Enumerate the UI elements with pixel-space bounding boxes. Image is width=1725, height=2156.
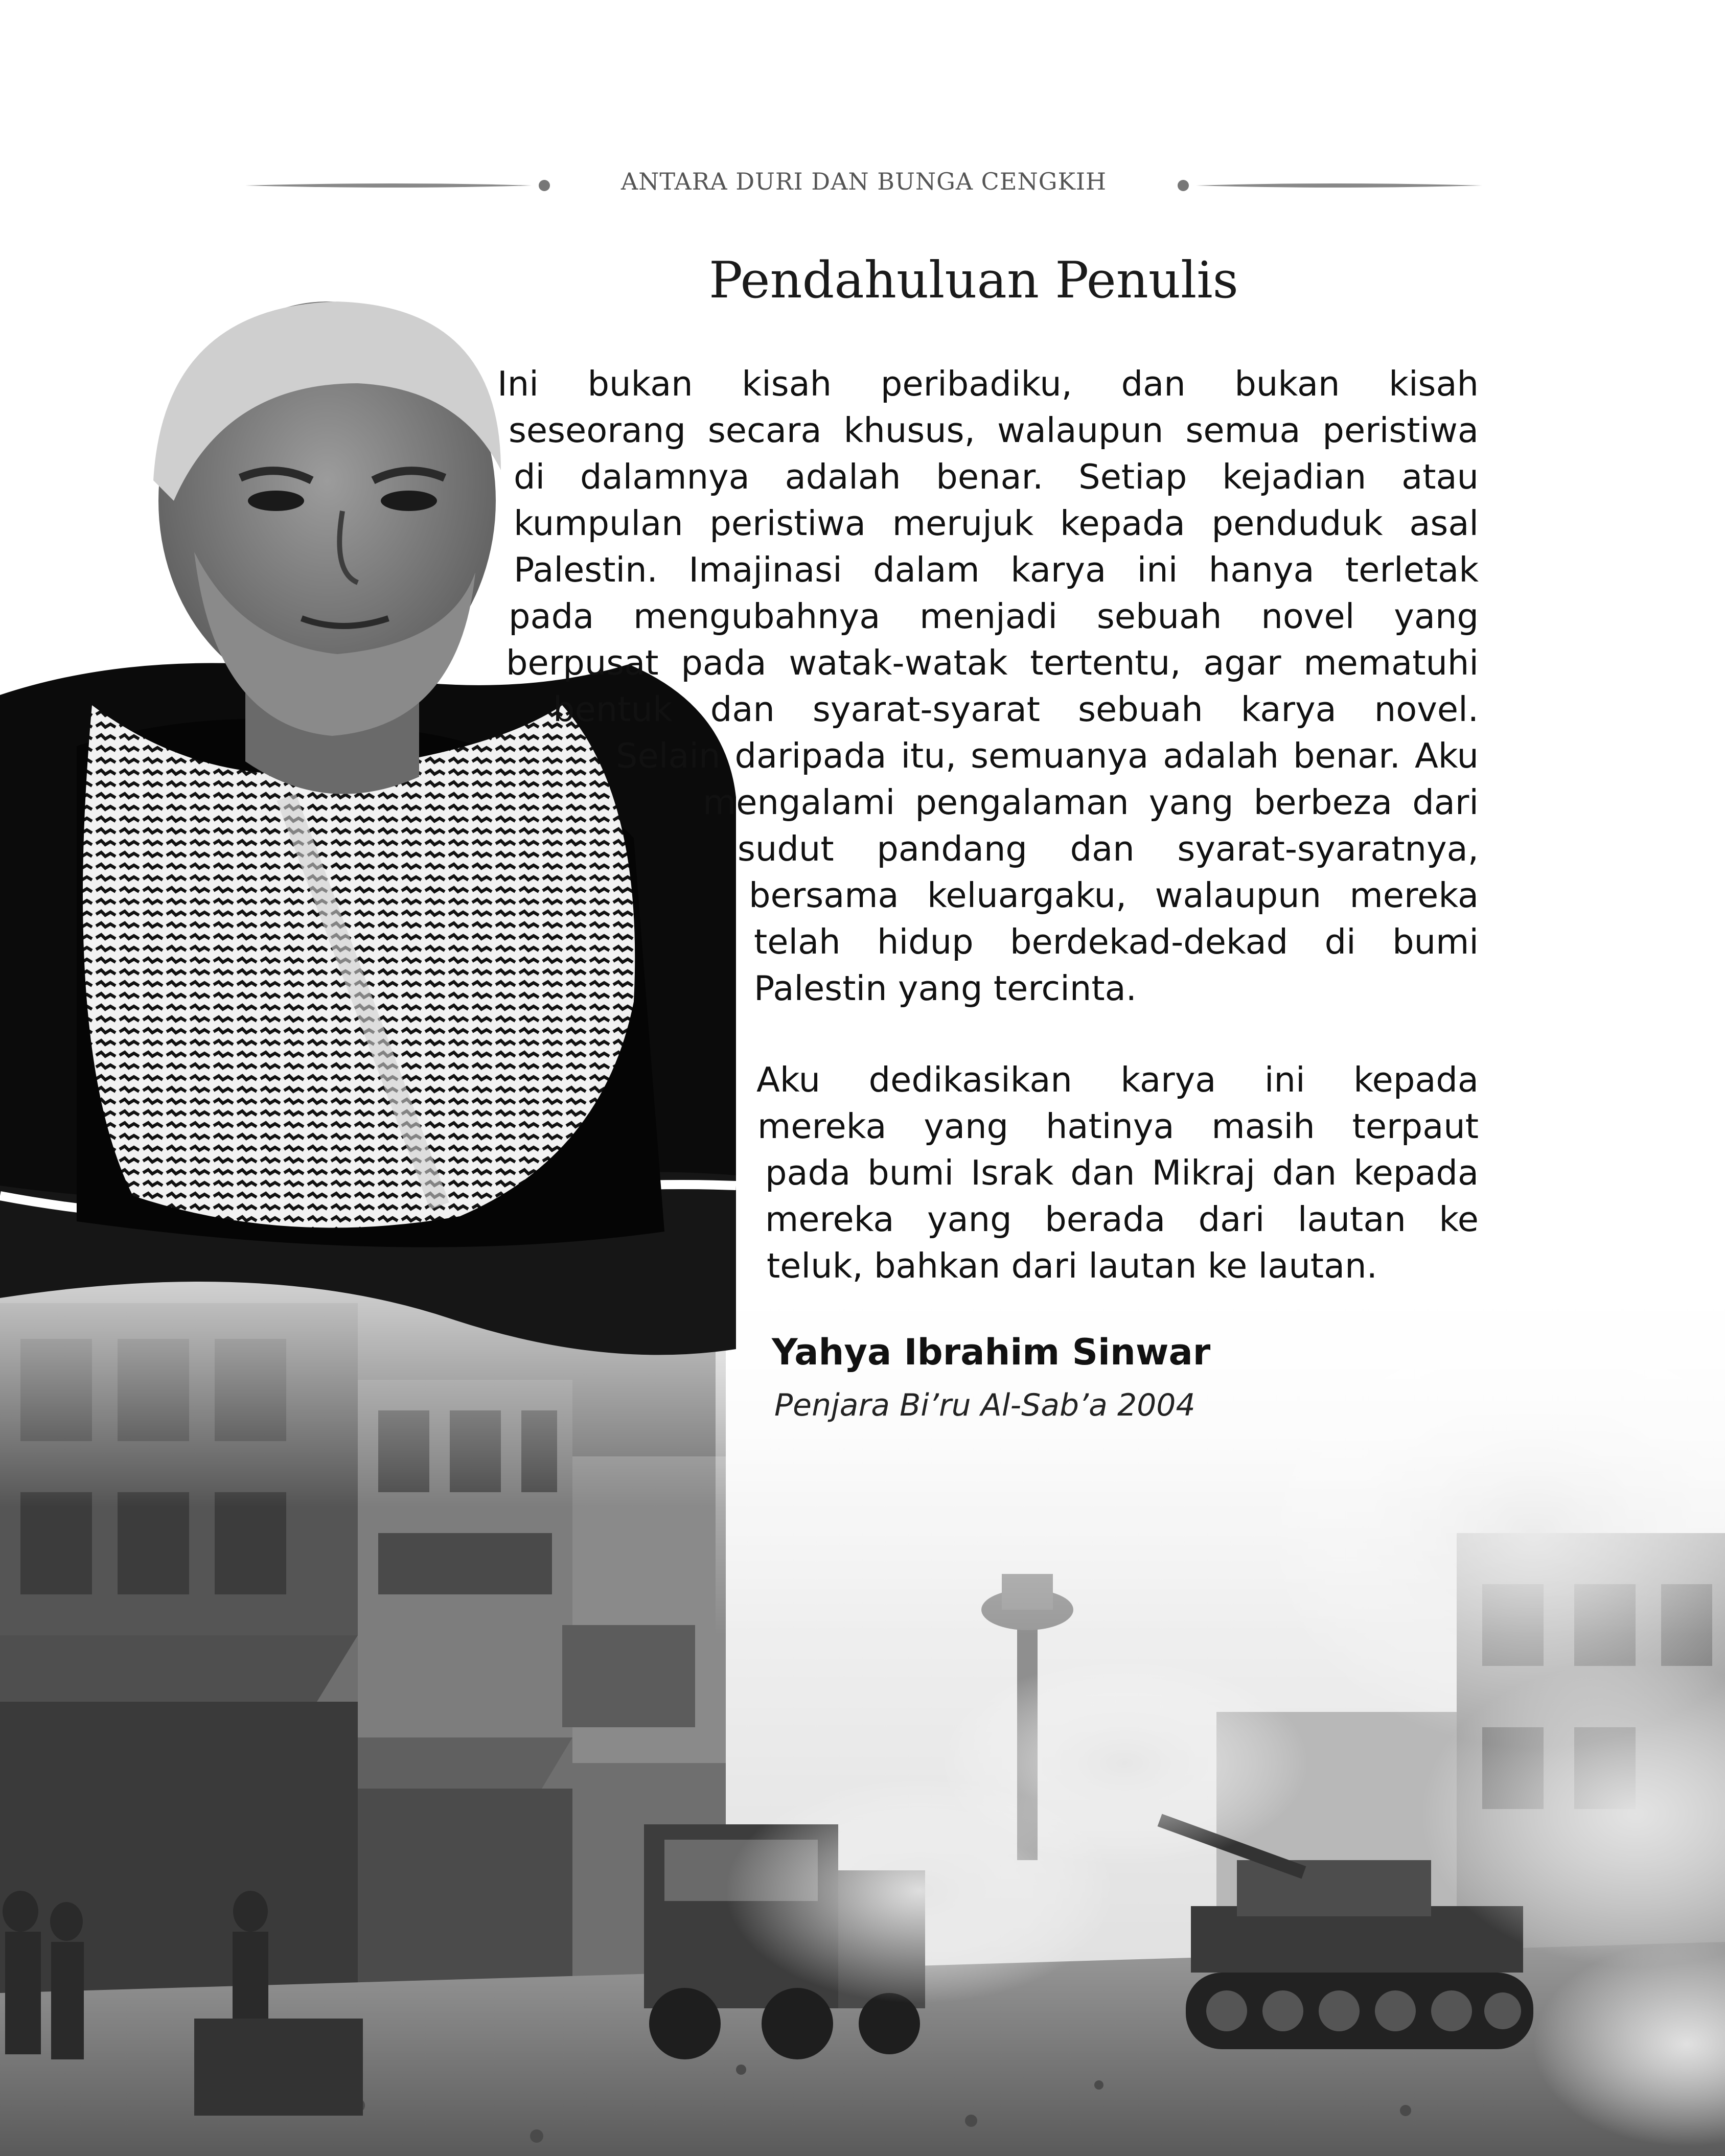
paragraph-line: Palestin. Imajinasi dalam karya ini hanya terletak (514, 550, 1479, 590)
paragraph-line: pada bumi Israk dan Mikraj dan kepada (765, 1153, 1479, 1193)
paragraph-line: telah hidup berdekad-dekad di bumi (754, 922, 1479, 962)
page-title: Pendahuluan Penulis (709, 251, 1238, 310)
paragraph-line: teluk, bahkan dari lautan ke lautan. (767, 1246, 1377, 1286)
paragraph-line: Selain daripada itu, semuanya adalah benar. Aku (616, 736, 1479, 776)
author-place-date: Penjara Bi’ru Al-Sab’a 2004 (774, 1387, 1195, 1423)
paragraph-line: mengalami pengalaman yang berbeza dari (703, 782, 1479, 822)
paragraph-line: bentuk dan syarat-syarat sebuah karya novel. (553, 689, 1479, 729)
paragraph-line: mereka yang berada dari lautan ke (765, 1199, 1479, 1239)
paragraph-line: bersama keluargaku, walaupun mereka (749, 875, 1479, 915)
paragraph-line: kumpulan peristiwa merujuk kepada penduduk asal (514, 503, 1479, 543)
paragraph-line: Aku dedikasikan karya ini kepada (756, 1060, 1479, 1100)
running-header (245, 165, 1482, 200)
paragraph-line: di dalamnya adalah benar. Setiap kejadian atau (514, 457, 1479, 497)
paragraph-line: mereka yang hatinya masih terpaut (757, 1106, 1479, 1146)
header-rule-right (1176, 180, 1482, 191)
paragraph-line: Ini bukan kisah peribadiku, dan bukan kisah (497, 364, 1479, 404)
paragraph-line: pada mengubahnya menjadi sebuah novel yang (509, 596, 1479, 636)
paragraph-line: berpusat pada watak-watak tertentu, agar mematuhi (506, 643, 1479, 683)
running-header-title: ANTARA DURI DAN BUNGA CENGKIH (620, 168, 1107, 195)
author-name: Yahya Ibrahim Sinwar (772, 1331, 1211, 1373)
paragraph-line: sudut pandang dan syarat-syaratnya, (738, 829, 1479, 869)
paragraph-line: Palestin yang tercinta. (754, 968, 1137, 1008)
paragraph-line: seseorang secara khusus, walaupun semua peristiwa (509, 410, 1479, 450)
